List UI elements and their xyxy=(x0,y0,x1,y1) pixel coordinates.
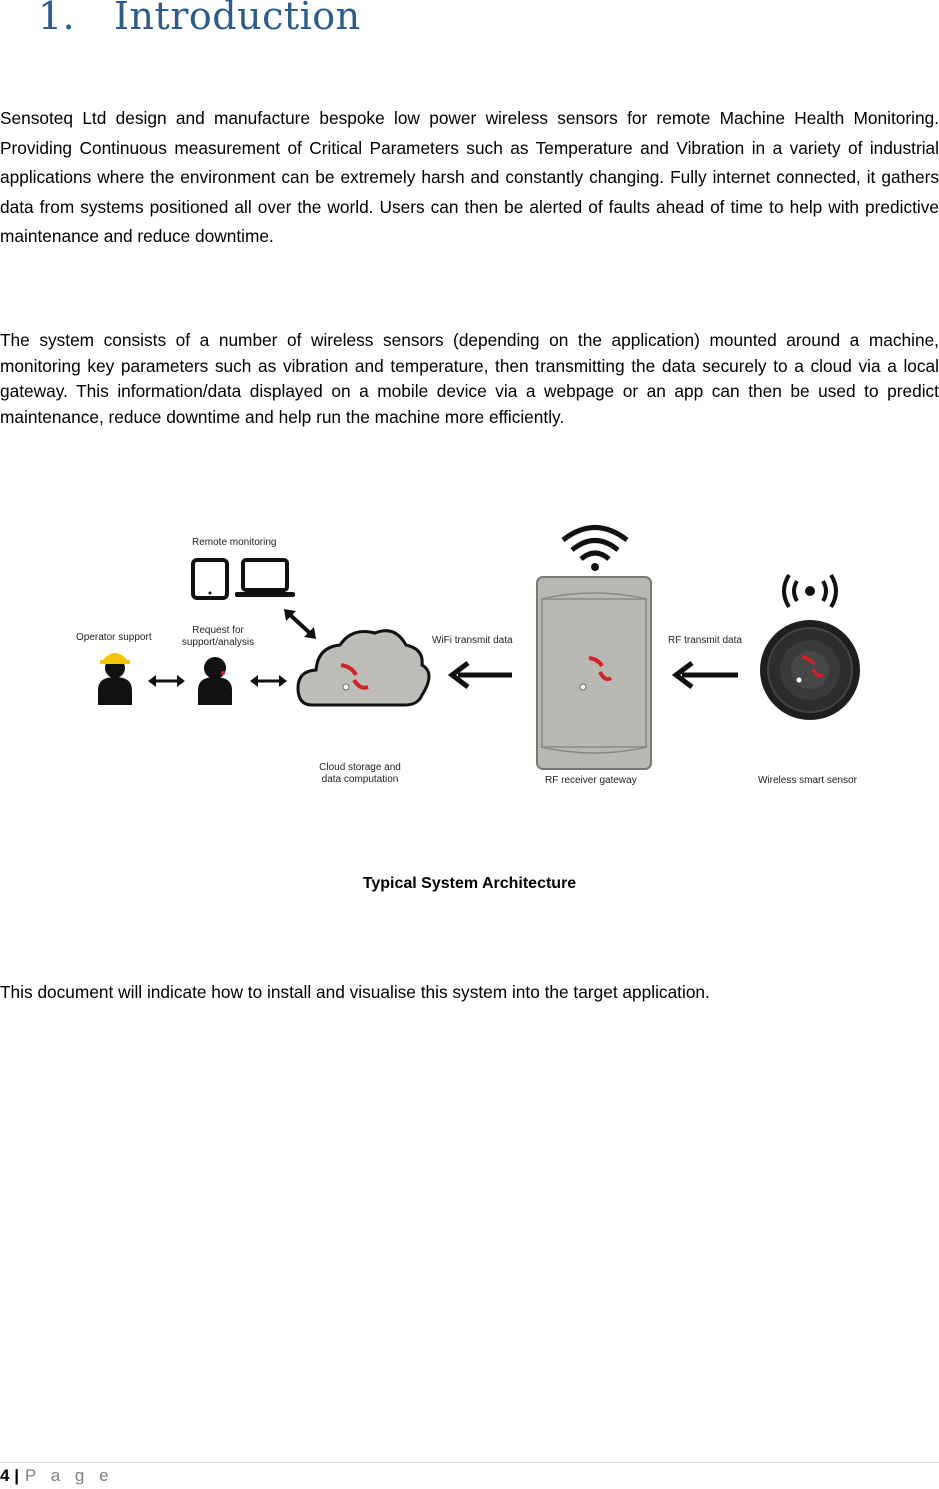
closing-paragraph: This document will indicate how to install and visualise this system into the target application. xyxy=(0,982,710,1002)
headset-person-icon xyxy=(198,657,232,705)
gateway-device-icon xyxy=(537,577,651,769)
left-arrow-icon xyxy=(452,663,512,687)
request-label-line1: Request for xyxy=(192,625,244,636)
page-footer xyxy=(0,1466,114,1486)
left-arrow-icon-rf xyxy=(676,663,738,687)
laptop-icon xyxy=(235,560,295,597)
double-arrow-icon xyxy=(148,675,185,687)
section-title: Introduction xyxy=(114,0,361,38)
system-paragraph: The system consists of a number of wireless sensors (depending on the application) mounted around a machine, monitoring key parameters such as vibration and temperature, then transmitting the data securely to a cloud via a local gateway. This information/data displayed on a mobile device via a webpage or an app can then be used to predict maintenance, reduce downtime and help run the machine more efficiently. xyxy=(0,330,939,427)
system-architecture-figure xyxy=(60,515,880,800)
worker-helmet-icon xyxy=(98,653,132,705)
broadcast-signal-icon xyxy=(784,575,836,607)
figure-caption: Typical System Architecture xyxy=(362,875,577,892)
architecture-diagram xyxy=(60,515,880,800)
sensor-icon xyxy=(760,620,860,720)
cloud-label-line1: Cloud storage and xyxy=(319,762,401,773)
gateway-label: RF receiver gateway xyxy=(545,775,637,786)
double-arrow-icon-2 xyxy=(250,675,287,687)
intro-paragraph: Sensoteq Ltd design and manufacture bespoke low power wireless sensors for remote Machine Health Monitoring. Providing Continuous measurement of Critical Parameters such as Temperature and Vibration in a variety of industrial applications where the environment can be extremely harsh and constantly changing. Fully internet connected, it gathers data from systems positioned all over the world. Users can then be alerted of faults ahead of time to help with predictive maintenance and reduce downtime. xyxy=(0,108,939,246)
operator-support-label: Operator support xyxy=(76,632,152,643)
page-number: 4 xyxy=(0,1466,10,1485)
cloud-storage-label xyxy=(315,762,405,786)
request-label-line2: support/analysis xyxy=(181,637,255,648)
sensor-label: Wireless smart sensor xyxy=(758,775,857,786)
section-heading xyxy=(38,0,361,38)
cloud-label-line2: data computation xyxy=(321,774,399,785)
tablet-icon xyxy=(193,560,227,598)
page-word: P a g e xyxy=(24,1466,114,1485)
wifi-transmit-label: WiFi transmit data xyxy=(432,635,513,646)
request-support-label xyxy=(178,625,258,649)
wifi-icon xyxy=(563,528,627,572)
footer-divider xyxy=(0,1462,939,1463)
cloud-icon xyxy=(298,631,429,705)
section-number: 1. xyxy=(38,0,76,38)
remote-monitoring-label: Remote monitoring xyxy=(192,537,277,548)
rf-transmit-label: RF transmit data xyxy=(668,635,742,646)
footer-separator: | xyxy=(14,1466,19,1485)
diagonal-double-arrow-icon xyxy=(284,609,316,639)
